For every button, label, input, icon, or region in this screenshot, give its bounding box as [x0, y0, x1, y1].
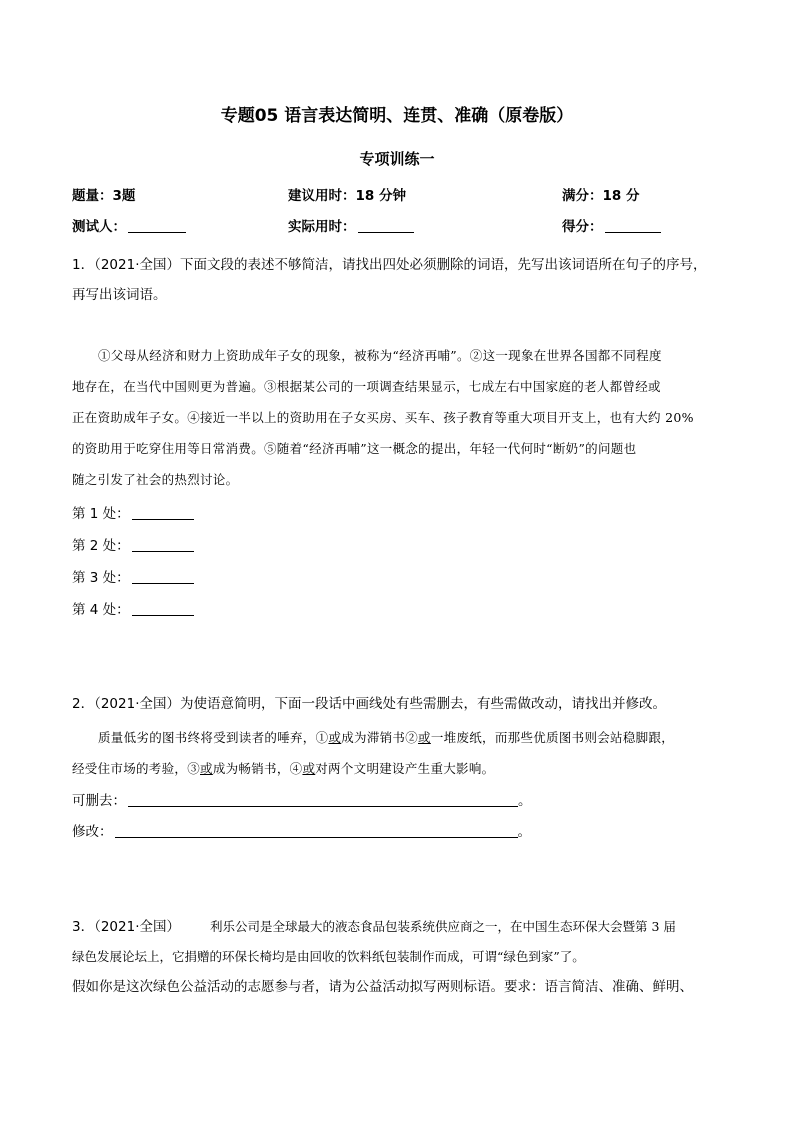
score-label: 得分：	[562, 219, 603, 235]
score-field	[562, 216, 661, 238]
passage-line	[72, 753, 732, 784]
question-2-stem	[72, 689, 732, 719]
question-1-stem-line: 再写出该词语。	[72, 287, 167, 303]
answer-label: 第 4 处：	[72, 602, 130, 618]
score-blank[interactable]	[605, 218, 661, 233]
answer-blank[interactable]	[132, 569, 194, 584]
question-3-passage-line: 绿色发展论坛上，它捐赠的环保长椅均是由回收的饮料纸包装制作而成，可谓“绿色到家”了。	[72, 949, 585, 964]
question-2-stem-line: 2．（2021·全国）为使语意简明，下面一段话中画线处有些需删去，有些需做改动，请找出并修改。	[72, 696, 666, 712]
underlined-word: 或	[328, 730, 342, 745]
modify-blank[interactable]	[115, 823, 518, 838]
tester-blank[interactable]	[128, 218, 186, 233]
passage-line: ①父母从经济和财力上资助成年子女的现象，被称为“经济再哺”。②这一现象在世界各国都不同程度	[98, 348, 662, 363]
passage-text: 质量低劣的图书终将受到读者的唾弃，①	[98, 730, 329, 745]
question-3-line	[72, 912, 732, 942]
answer-4	[72, 599, 194, 621]
underlined-word: 或	[418, 730, 431, 745]
answer-blank[interactable]	[132, 601, 194, 616]
passage-text: 经受住市场的考验，③	[72, 761, 201, 776]
passage-line: 的资助用于吃穿住用等日常消费。⑤随着“经济再哺”这一概念的提出，年轻一代何时“断奶”的问题也	[72, 441, 637, 456]
page-subtitle: 专项训练一	[359, 150, 435, 168]
info-row-1	[72, 185, 732, 207]
question-3-passage-text: 利乐公司是全球最大的液态食品包装系统供应商之一，在中国生态环保大会暨第 3 届	[210, 919, 676, 934]
info-row-2	[72, 216, 732, 238]
actual-time-label: 实际用时：	[288, 219, 356, 235]
answer-3	[72, 567, 194, 589]
answer-blank[interactable]	[132, 505, 194, 520]
question-1-passage	[72, 340, 732, 495]
answer-label: 第 2 处：	[72, 538, 130, 554]
answer-2	[72, 535, 194, 557]
delete-label: 可删去：	[72, 793, 126, 809]
answer-label: 第 1 处：	[72, 506, 130, 522]
question-1-stem	[72, 250, 732, 310]
passage-line: 地存在，在当代中国则更为普遍。③根据某公司的一项调查结果显示，七成左右中国家庭的老人都曾经或	[72, 379, 661, 394]
passage-line: 正在资助成年子女。④接近一半以上的资助用在子女买房、买车、孩子教育等重大项目开支上，也有大约 20%	[72, 410, 694, 425]
underlined-word: 或	[200, 761, 213, 776]
delete-blank[interactable]	[128, 792, 518, 807]
end-mark: 。	[517, 824, 531, 840]
passage-line	[72, 722, 732, 753]
passage-text: 对两个文明建设产生重大影响。	[315, 761, 495, 776]
question-2-passage	[72, 722, 732, 784]
tester-field	[72, 216, 186, 238]
question-3-prefix: 3．（2021·全国）	[72, 919, 180, 935]
question-1-stem-line: 1．（2021·全国）下面文段的表述不够简洁，请找出四处必须删除的词语，先写出该词语所在句子的序号，	[72, 257, 707, 273]
underlined-word: 或	[302, 761, 316, 776]
answer-label: 第 3 处：	[72, 570, 130, 586]
delete-answer	[72, 790, 532, 812]
tester-label: 测试人：	[72, 219, 126, 235]
page-title: 专题05 语言表达简明、连贯、准确（原卷版）	[220, 106, 574, 126]
actual-time-field	[288, 216, 414, 238]
question-3-task-line: 假如你是这次绿色公益活动的志愿参与者，请为公益活动拟写两则标语。要求：语言简洁、准确、鲜明、	[72, 979, 693, 995]
answer-1	[72, 503, 194, 525]
actual-time-blank[interactable]	[358, 218, 414, 233]
suggested-time: 建议用时：18 分钟	[288, 188, 406, 204]
question-3	[72, 912, 732, 1002]
end-mark: 。	[518, 793, 532, 809]
question-count: 题量：3题	[72, 188, 136, 204]
full-score: 满分：18 分	[562, 188, 640, 204]
answer-blank[interactable]	[132, 537, 194, 552]
modify-answer	[72, 821, 531, 843]
passage-text: 一堆废纸，而那些优质图书则会站稳脚跟，	[430, 730, 675, 745]
passage-text: 成为畅销书，④	[212, 761, 303, 776]
modify-label: 修改：	[72, 824, 113, 840]
passage-line: 随之引发了社会的热烈讨论。	[72, 472, 239, 487]
passage-text: 成为滞销书②	[341, 730, 419, 745]
